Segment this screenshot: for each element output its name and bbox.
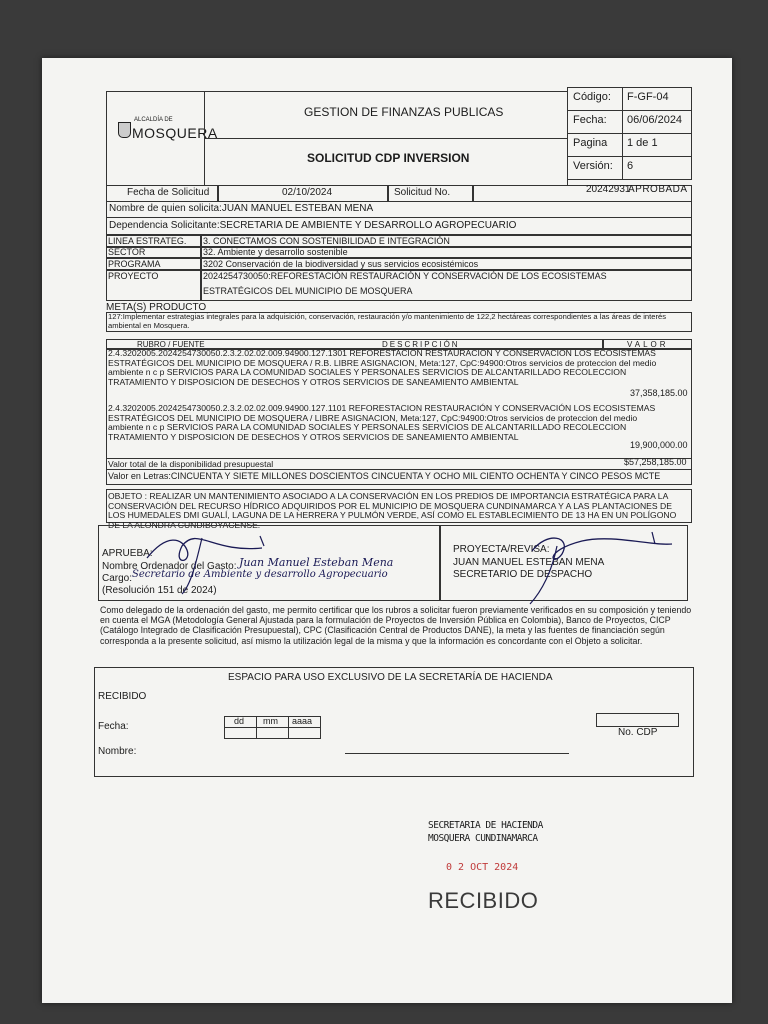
- requester: Nombre de quien solicita:JUAN MANUEL ESTEBAN MENA: [109, 203, 374, 214]
- stamp-line2: MOSQUERA CUNDINAMARCA: [428, 833, 538, 844]
- aprueba-signature-icon: [142, 528, 292, 598]
- ordenador-label: Nombre Ordenador del Gasto:: [102, 561, 237, 572]
- linea-value: 3. CONECTAMOS CON SOSTENIBILIDAD E INTEGRACIÓN: [203, 236, 450, 246]
- hacienda-nombre-label: Nombre:: [98, 746, 137, 757]
- header-title: GESTION DE FINANZAS PUBLICAS: [304, 105, 504, 119]
- logo-line1: ALCALDÍA DE: [134, 117, 173, 123]
- programa-value: 3202 Conservación de la biodiversidad y sus servicios ecosistémicos: [203, 259, 479, 269]
- col-valor: VALOR: [627, 340, 669, 349]
- meta-label-pagina: Pagina: [573, 137, 608, 149]
- class-line-1: [106, 246, 692, 248]
- programa-label: PROGRAMA: [108, 259, 161, 269]
- proyecta-label: PROYECTA/REVISA:: [453, 544, 550, 555]
- date-field-aaaa: [288, 727, 321, 739]
- aprueba-label: APRUEBA:: [102, 548, 153, 559]
- meta-value-version: 6: [627, 160, 634, 172]
- request-date-value: 02/10/2024: [282, 187, 333, 198]
- department: Dependencia Solicitante:SECRETARIA DE AMBIENTE Y DESARROLLO AGROPECUARIO: [109, 220, 517, 231]
- rubro-item-2-text: 2.4.3202005.2024254730050.2.3.2.02.02.009.94900.127.1101 REFORESTACION RESTAURACIÓN Y CONSERVACIÓN LOS ECOSISTEMAS ESTRATÉGICOS DEL MUNICIPIO DE MOSQUERA / LIBRE ASIGNACION, Meta:127, CpC:94900:Otros servicios de proteccion del medio ambiente n c p SERVICIOS PARA LA COMUNIDAD SOCIALES Y PERSONALES SERVICIOS DE ALCANTARILLADO RECOLECCION TRATAMIENTO Y DISPOSICION DE DESECHOS Y OTROS SERVICIOS DE SANEAMIENTO AMBIENTAL: [108, 403, 656, 442]
- coat-of-arms-icon: [118, 122, 131, 138]
- proyecto-value-line2: ESTRATÉGICOS DEL MUNICIPIO DE MOSQUERA: [203, 286, 413, 296]
- proyecta-name: JUAN MANUEL ESTEBAN MENA: [453, 557, 605, 568]
- request-date-label: Fecha de Solicitud: [127, 187, 210, 198]
- objeto-text: OBJETO : REALIZAR UN MANTENIMIENTO ASOCIADO A LA CONSERVACIÓN EN LOS PREDIOS DE IMPORTANCIA ESTRATÉGICA PARA LA CONSERVACIÓN DEL RECURSO HÍDRICO ADQUIRIDOS POR EL MUNICIPIO DE MOSQUERA CUNDINAMARCA Y A LAS PLANTACIONES DE LOS HUMEDALES DMI GUALÍ, LAGUNA DE LA HERRERA Y PULMÓN VERDE, ASÍ COMO EL ESTABLECIMIENTO DE 13 HA EN UN POLÍGONO DE LA ALONDRA CUNDIBOYACENSE.: [108, 491, 677, 530]
- request-number-value: 20242931: [586, 184, 631, 195]
- document-page: [42, 58, 732, 1003]
- hacienda-title: ESPACIO PARA USO EXCLUSIVO DE LA SECRETARÍA DE HACIENDA: [228, 672, 553, 683]
- total-value: $57,258,185.00: [624, 457, 687, 467]
- proyecta-role: SECRETARIO DE DESPACHO: [453, 569, 593, 580]
- hacienda-fecha-label: Fecha:: [98, 721, 129, 732]
- cargo-label: Cargo:: [102, 573, 133, 584]
- total-label: Valor total de la disponibilidad presupuestal: [108, 459, 274, 469]
- rubro-item-1-value: 37,358,185.00: [630, 388, 688, 398]
- meta-label-codigo: Código:: [573, 91, 611, 103]
- meta-producto-text: 127:Implementar estrategias integrales para la adquisición, conservación, restauración y/o mantenimiento de 122,2 hectáreas correspondientes a las áreas de interés ambiental en Mosquera.: [108, 312, 667, 330]
- meta-label-fecha: Fecha:: [573, 114, 607, 126]
- request-divider-1: [217, 185, 219, 202]
- date-field-dd: [224, 727, 257, 739]
- meta-producto-label: META(S) PRODUCTO: [106, 302, 207, 313]
- date-field-mm: [256, 727, 289, 739]
- meta-label-version: Versión:: [573, 160, 613, 172]
- cdp-box: [596, 713, 679, 727]
- proyecto-label: PROYECTO: [108, 271, 159, 281]
- request-status: APROBADA: [628, 184, 688, 195]
- nombre-line: [345, 753, 569, 754]
- request-number-label: Solicitud No.: [394, 187, 451, 198]
- hacienda-recibido: RECIBIDO: [98, 691, 147, 702]
- rubro-item-1-text: 2.4.3202005.2024254730050.2.3.2.02.02.009.94900.127.1301 REFORESTACION RESTAURACION Y CONSERVACION LOS ECOSISTEMAS ESTRATÉGICOS DEL MUNICIPIO DE MOSQUERA / R.B. LIBRE ASIGNACION, Meta:127, CpC:94900:Otros servicios de proteccion del medio ambiente n c p SERVICIOS PARA LA COMUNIDAD SOCIALES Y PERSONALES SERVICIOS DE ALCANTARILLADO RECOLECCION TRATAMIENTO Y DISPOSICION DE DESECHOS Y OTROS SERVICIOS DE SANEAMIENTO AMBIENTAL: [108, 348, 657, 387]
- date-dd-label: dd: [234, 716, 245, 726]
- classification-divider: [200, 235, 202, 301]
- ordenador-name: Juan Manuel Esteban Mena: [239, 556, 394, 569]
- stamp-received: RECIBIDO: [428, 888, 539, 913]
- cdp-label: No. CDP: [618, 727, 658, 738]
- resolucion: (Resolución 151 de 2024): [102, 585, 217, 596]
- rubro-item-2-value: 19,900,000.00: [630, 440, 688, 450]
- linea-label: LINEA ESTRATEG.: [108, 236, 187, 246]
- sector-value: 32. Ambiente y desarrollo sostenible: [203, 247, 348, 257]
- header-subtitle: SOLICITUD CDP INVERSION: [307, 151, 470, 165]
- logo-line2: MOSQUERA: [132, 125, 218, 141]
- certification-text: Como delegado de la ordenación del gasto, me permito certificar que los rubros a solicitar fueron previamente verificados en su composición y teniendo en cuenta el MGA (Metodología General Ajustada para la formulación de Proyectos de Inversión Pública en Colombia), Banco de Proyectos, CICP (Catálogo Integrado de Clasificación Presupuestal), CPC (Clasificación Central de Productos DANE), la meta y las fuentes de financiación según corresponda a la presente solicitud, así mismo la utilización legal de la misma y que la información es concordante con el Objeto a solicitar.: [100, 605, 692, 646]
- request-divider-3: [472, 185, 474, 202]
- letters-value: Valor en Letras:CINCUENTA Y SIETE MILLONES DOSCIENTOS CINCUENTA Y OCHO MIL CIENTO OCHENTA Y CINCO PESOS MCTE: [108, 471, 661, 481]
- sector-label: SECTOR: [108, 247, 146, 257]
- stamp-date: 0 2 OCT 2024: [446, 862, 519, 873]
- date-aaaa-label: aaaa: [292, 716, 313, 726]
- request-divider-2: [387, 185, 389, 202]
- date-mm-label: mm: [263, 716, 278, 726]
- proyecta-signature-icon: [502, 526, 682, 606]
- meta-value-fecha: 06/06/2024: [627, 114, 683, 126]
- proyecto-value: 2024254730050:REFORESTACIÓN RESTAURACIÓN Y CONSERVACIÓN DE LOS ECOSISTEMAS: [203, 271, 607, 281]
- stamp-line1: SECRETARIA DE HACIENDA: [428, 820, 543, 831]
- meta-value-pagina: 1 de 1: [627, 137, 658, 149]
- cargo-value: Secretario de Ambiente y desarrollo Agropecuario: [132, 569, 388, 580]
- signature-divider: [439, 525, 441, 601]
- col-rubro: RUBRO / FUENTE: [137, 340, 205, 349]
- col-desc: DESCRIPCIÓN: [382, 340, 460, 349]
- logo: [114, 114, 218, 154]
- meta-value-codigo: F-GF-04: [627, 91, 669, 103]
